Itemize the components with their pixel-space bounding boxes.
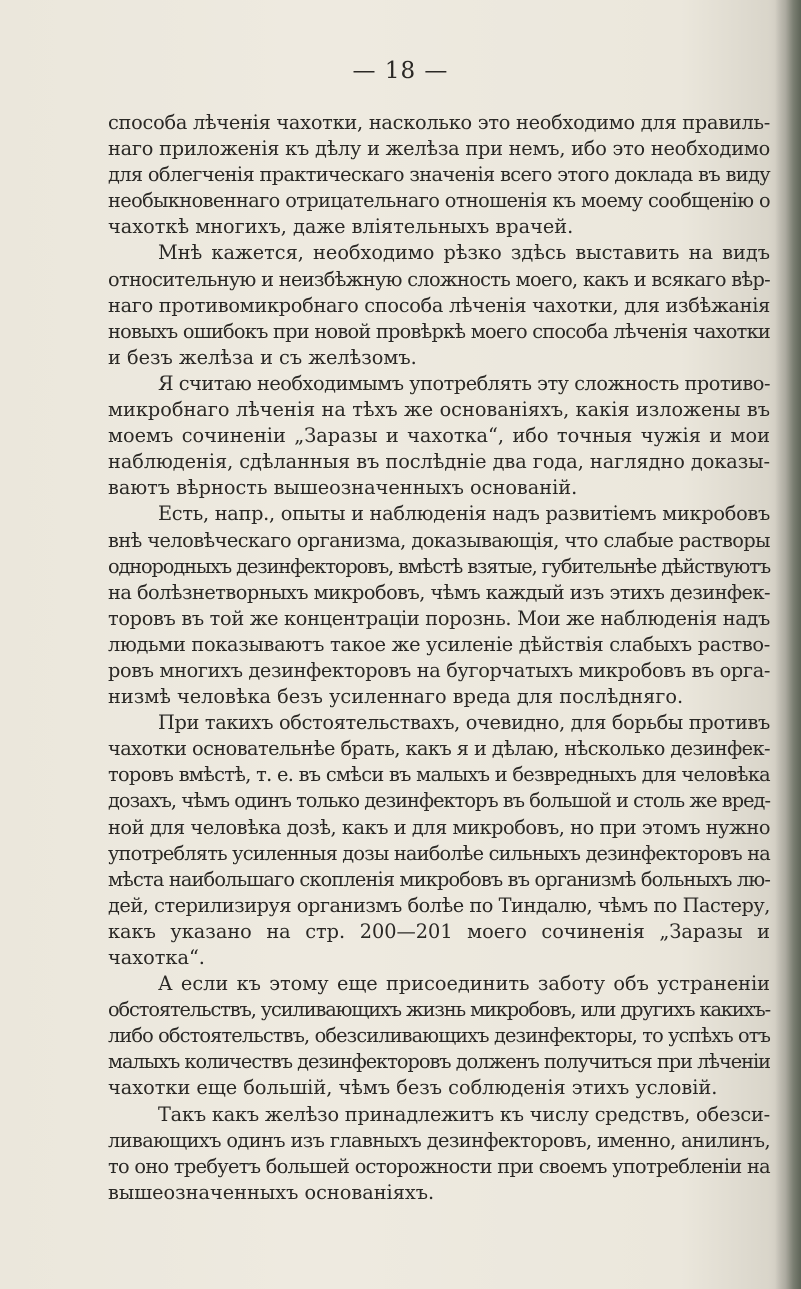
text-line: чахотка“.	[108, 946, 205, 969]
text-line: однородныхъ дезинфекторовъ, вмѣстѣ взятые, губительнѣе дѣйствуютъ	[108, 554, 770, 578]
text-line: необыкновеннаго отрицательнаго отношенія къ моему сообщенію о	[108, 189, 771, 213]
text-line: то оно требуетъ большей осторожности при своемъ употребленіи на	[108, 1154, 770, 1178]
text-line: чахотки основательнѣе брать, какъ я и дѣлаю, нѣсколько дезинфек-	[108, 737, 770, 761]
text-line: ровъ многихъ дезинфекторовъ на бугорчатыхъ микробовъ въ орга-	[108, 658, 771, 682]
text-line: торовъ вмѣстѣ, т. е. въ смѣси въ малыхъ и безвредныхъ для человѣка	[108, 763, 771, 787]
text-line: малыхъ количествъ дезинфекторовъ долженъ получиться при лѣченіи	[108, 1050, 771, 1074]
text-line: новыхъ ошибокъ при новой провѣркѣ моего способа лѣченія чахотки	[108, 319, 771, 343]
text-line: чахотки еще большій, чѣмъ безъ соблюденія этихъ условій.	[108, 1076, 718, 1100]
paragraph	[108, 971, 770, 1101]
text-line: употреблять усиленныя дозы наиболѣе сильныхъ дезинфекторовъ на	[108, 841, 770, 865]
text-line: людьми показываютъ такое же усиленіе дѣйствія слабыхъ раство-	[108, 632, 770, 656]
text-line: на болѣзнетворныхъ микробовъ, чѣмъ каждый изъ этихъ дезинфек-	[108, 580, 770, 604]
text-line: микробнаго лѣченія на тѣхъ же основаніяхъ, какія изложены въ	[108, 398, 770, 422]
text-line: обстоятельствъ, усиливающихъ жизнь микробовъ, или другихъ какихъ-	[108, 998, 771, 1022]
text-line: чахоткѣ многихъ, даже вліятельныхъ врачей.	[108, 215, 574, 239]
text-line: дозахъ, чѣмъ одинъ только дезинфекторъ въ большой и столь же вред-	[108, 789, 771, 813]
text-line: способа лѣченія чахотки, насколько это необходимо для правиль-	[108, 111, 771, 134]
paragraph	[108, 501, 770, 710]
paragraph	[108, 110, 770, 240]
text-line: торовъ въ той же концентраціи порознь. Мои же наблюденія надъ	[108, 606, 770, 630]
text-line: какъ указано на стр. 200—201 моего сочиненія „Заразы и	[108, 919, 770, 943]
page-number: — 18 —	[352, 58, 449, 84]
body-text	[108, 110, 770, 1206]
text-line: моемъ сочиненіи „Заразы и чахотка“, ибо точныя чужія и мои	[108, 424, 770, 448]
text-line: Я считаю необходимымъ употреблять эту сложность противо-	[158, 371, 770, 395]
text-line: либо обстоятельствъ, обезсиливающихъ дезинфекторы, то успѣхъ отъ	[108, 1024, 770, 1048]
text-line: Такъ какъ желѣзо принадлежитъ къ числу средствъ, обезси-	[158, 1102, 770, 1126]
text-line: низмѣ человѣка безъ усиленнаго вреда для послѣдняго.	[108, 685, 684, 709]
text-line: дей, стерилизируя организмъ болѣе по Тиндалю, чѣмъ по Пастеру,	[108, 893, 770, 917]
text-line: ваютъ вѣрность вышеозначенныхъ основаній.	[108, 476, 578, 500]
text-line: наго противомикробнаго способа лѣченія чахотки, для избѣжанія	[108, 293, 771, 317]
text-line: При такихъ обстоятельствахъ, очевидно, для борьбы противъ	[158, 711, 771, 735]
text-line: мѣста наибольшаго скопленія микробовъ въ организмѣ больныхъ лю-	[108, 867, 771, 891]
paragraph	[108, 371, 770, 501]
text-line: наблюденія, сдѣланныя въ послѣдніе два года, наглядно доказы-	[108, 450, 771, 474]
text-line: ной для человѣка дозѣ, какъ и для микробовъ, но при этомъ нужно	[108, 815, 770, 839]
text-line: и безъ желѣза и съ желѣзомъ.	[108, 345, 417, 369]
text-line: ливающихъ одинъ изъ главныхъ дезинфекторовъ, именно, анилинъ,	[108, 1128, 771, 1152]
text-line: вышеозначенныхъ основаніяхъ.	[108, 1180, 435, 1204]
text-line: для облегченія практическаго значенія всего этого доклада въ виду	[108, 163, 770, 187]
text-line: относительную и неизбѣжную сложность моего, какъ и всякаго вѣр-	[108, 267, 771, 291]
text-line: внѣ человѣческаго организма, доказывающія, что слабые растворы	[108, 528, 770, 552]
paragraph	[108, 710, 770, 971]
text-line: Мнѣ кажется, необходимо рѣзко здѣсь выставить на видъ	[158, 241, 770, 265]
text-line: А если къ этому еще присоединить заботу объ устраненіи	[158, 972, 770, 996]
text-line: Есть, напр., опыты и наблюденія надъ развитіемъ микробовъ	[158, 502, 771, 526]
text-line: наго приложенія къ дѣлу и желѣза при немъ, ибо это необходимо	[108, 137, 771, 161]
paragraph	[108, 240, 770, 370]
page-edge-shadow	[775, 0, 801, 1289]
paragraph	[108, 1102, 770, 1206]
